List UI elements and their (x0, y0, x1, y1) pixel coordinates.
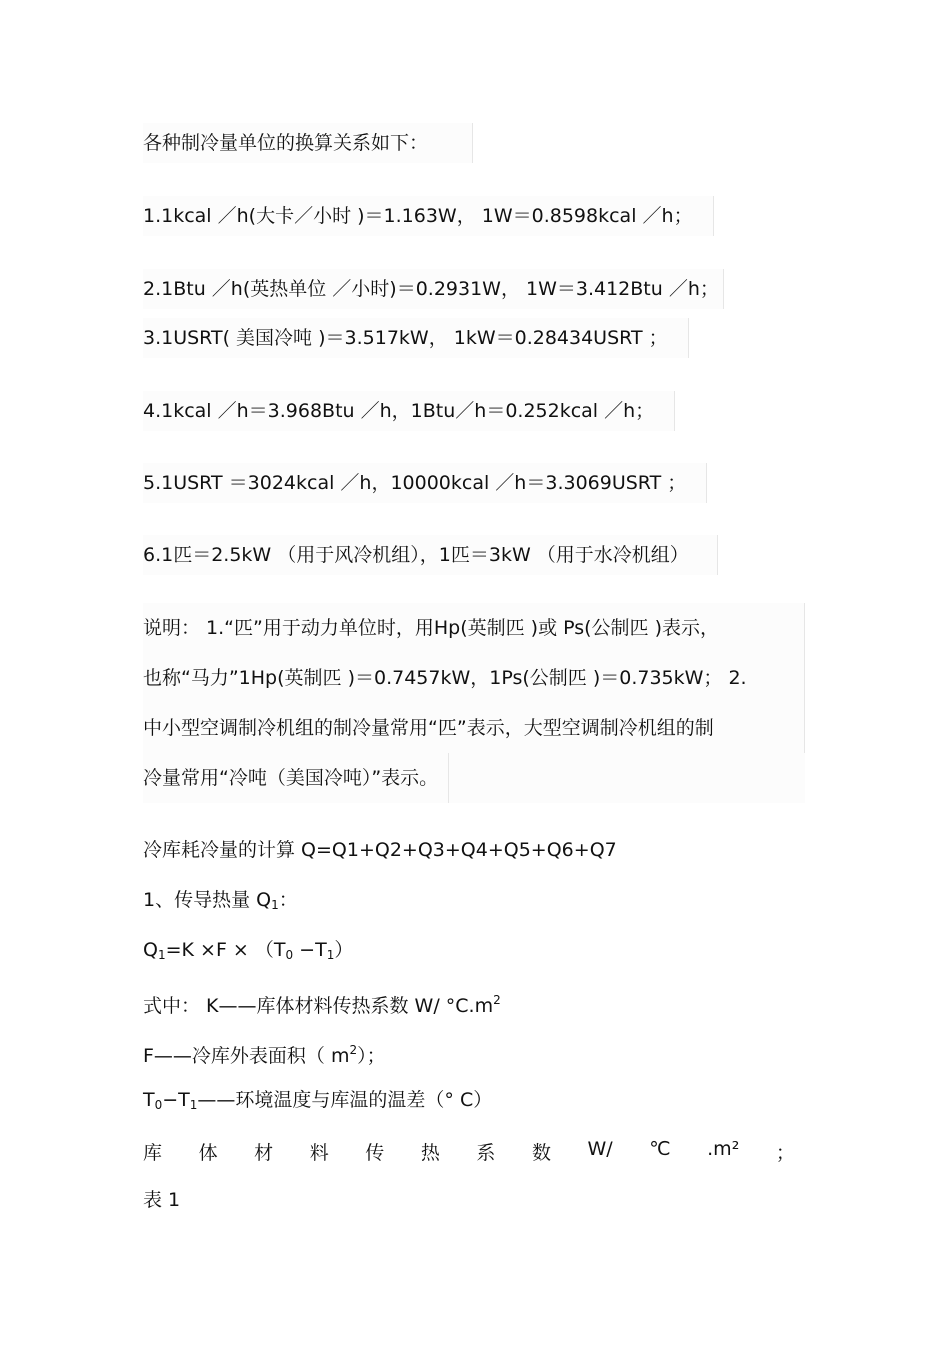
note-line-3: 中小型空调制冷机组的制冷量常用“匹”表示，大型空调制冷机组的制 (143, 703, 805, 753)
calc-title: 冷库耗冷量的计算 Q=Q1+Q2+Q3+Q4+Q5+Q6+Q7 (143, 839, 617, 861)
spread-word: 热 (420, 1142, 440, 1164)
conversion-line-2: 2.1Btu ／h(英热单位 ／小时)＝0.2931W， 1W＝3.412Btu ／h； (143, 269, 724, 309)
conversion-line-1: 1.1kcal ／h(大卡／小时 )＝1.163W， 1W＝0.8598kcal ／h； (143, 196, 714, 236)
spread-word: 库 (143, 1142, 163, 1164)
note-line-1: 说明： 1.“匹”用于动力单位时，用Hp(英制匹 )或 Ps(公制匹 )表示， (143, 603, 805, 653)
spread-word: 数 (531, 1142, 551, 1164)
definition-t: $T_0-T_1——$环境温度与库温的温差（° C） (143, 1089, 493, 1112)
table-label: 表 1 (143, 1189, 181, 1211)
conversion-line-6: 6.1匹＝2.5kW （用于风冷机组），1匹＝3kW （用于水冷机组） (143, 535, 718, 575)
spread-word: 系 (476, 1142, 496, 1164)
spread-word: W/ (587, 1138, 613, 1160)
note-line-2: 也称“马力”1Hp(英制匹 )＝0.7457kW，1Ps(公制匹 )＝0.735kW； 2. (143, 653, 805, 703)
intro-text: 各种制冷量单位的换算关系如下： (143, 123, 473, 163)
formula-q1: $Q_1=K \times F \times (T_0 -T_1)$ (143, 939, 354, 962)
spread-word: 材 (254, 1142, 274, 1164)
spread-word: ； (775, 1142, 795, 1164)
spread-word: 料 (309, 1142, 329, 1164)
conversion-line-4: 4.1kcal ／h＝3.968Btu ／h，1Btu／h＝0.252kcal ／h； (143, 391, 675, 431)
note-line-4: 冷量常用“冷吨（美国冷吨）”表示。 (143, 753, 449, 803)
note-paragraph (143, 603, 805, 803)
definition-f: F——冷库外表面积（ $m^2$）； (143, 1043, 386, 1067)
spread-word: ℃ (649, 1138, 671, 1160)
definition-k: 式中： K——库体材料传热系数 W/ $^\circ C.m^2$ (143, 993, 501, 1017)
spread-word: 体 (198, 1142, 218, 1164)
spread-word: .m² (707, 1138, 740, 1160)
heat-coefficient-line (143, 1138, 795, 1165)
conversion-line-3: 3.1USRT( 美国冷吨 )＝3.517kW， 1kW＝0.28434USRT ； (143, 318, 689, 358)
spread-word: 传 (365, 1142, 385, 1164)
conversion-line-5: 5.1USRT ＝3024kcal ／h，10000kcal ／h＝3.3069USRT ； (143, 463, 707, 503)
item-1-heading: 1、传导热量 $Q_1$： (143, 889, 298, 912)
